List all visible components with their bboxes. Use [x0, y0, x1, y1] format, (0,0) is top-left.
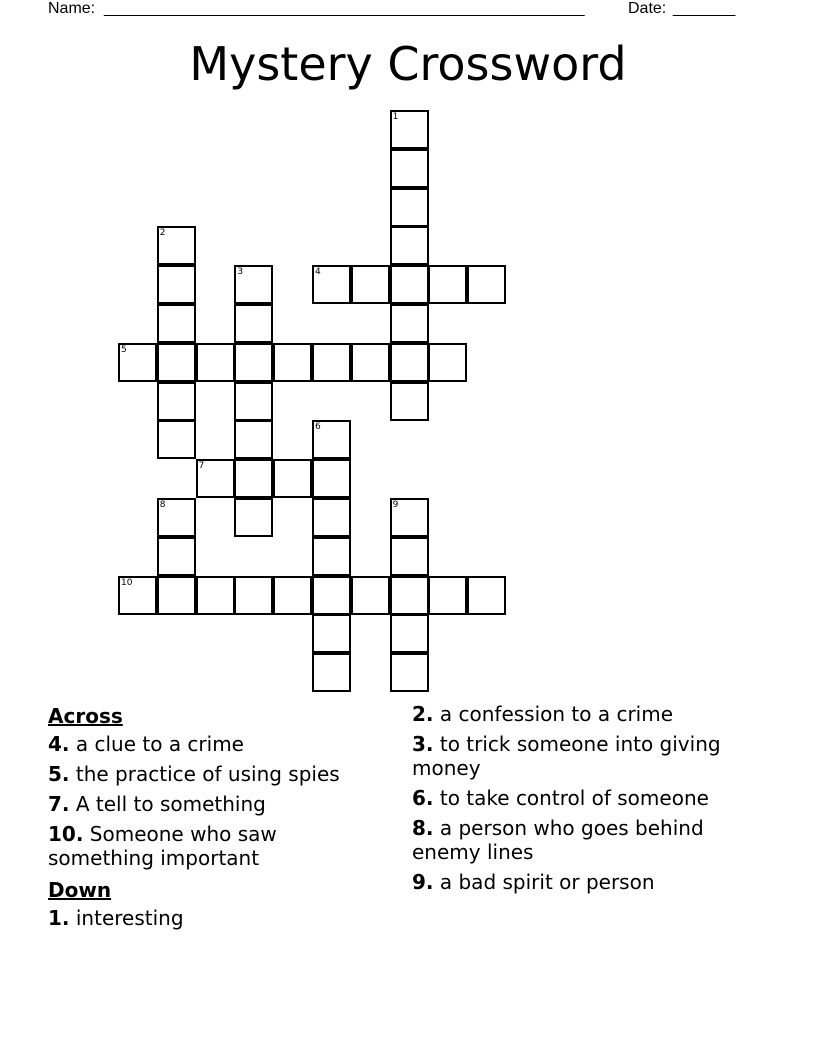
- crossword-cell[interactable]: [428, 265, 467, 304]
- cell-number: 4: [315, 267, 321, 278]
- clue-number: 1.: [48, 906, 70, 930]
- clue-number: 10.: [48, 822, 84, 846]
- crossword-cell[interactable]: [234, 304, 273, 343]
- across-clue: [48, 822, 388, 870]
- crossword-cell[interactable]: [234, 420, 273, 459]
- crossword-cell[interactable]: [118, 576, 157, 615]
- crossword-cell[interactable]: [390, 110, 429, 149]
- crossword-cell[interactable]: [467, 576, 506, 615]
- crossword-cell[interactable]: [157, 265, 196, 304]
- down-clue: [412, 702, 752, 726]
- name-field[interactable]: ______________________________________________________: [104, 0, 585, 17]
- down-heading: Down: [48, 878, 112, 902]
- clue-number: 5.: [48, 762, 70, 786]
- crossword-cell[interactable]: [196, 343, 235, 382]
- cell-number: 8: [159, 500, 166, 510]
- crossword-cell[interactable]: [234, 343, 273, 382]
- down-clue: [412, 870, 752, 894]
- crossword-cell[interactable]: [118, 343, 157, 382]
- clue-text: A tell to something: [75, 792, 266, 816]
- crossword-cell[interactable]: [273, 459, 312, 498]
- across-clue: [48, 792, 388, 816]
- cell-number: 5: [121, 344, 127, 355]
- clue-number: 6.: [412, 786, 434, 810]
- crossword-cell[interactable]: [467, 265, 506, 304]
- crossword-cell[interactable]: [312, 420, 351, 459]
- crossword-cell[interactable]: [428, 343, 467, 382]
- crossword-cell[interactable]: [390, 614, 429, 653]
- crossword-cell[interactable]: [234, 265, 273, 304]
- clue-number: 2.: [412, 702, 434, 726]
- across-clue: [48, 762, 388, 786]
- crossword-cell[interactable]: [390, 304, 429, 343]
- crossword-cell[interactable]: [157, 304, 196, 343]
- clue-number: 3.: [412, 732, 434, 756]
- date-label: Date:: [628, 0, 667, 17]
- crossword-cell[interactable]: [390, 653, 429, 692]
- page-title: Mystery Crossword: [189, 37, 627, 91]
- crossword-cell[interactable]: [196, 459, 235, 498]
- crossword-cell[interactable]: [157, 226, 196, 265]
- crossword-cell[interactable]: [351, 343, 390, 382]
- cell-number: 10: [121, 577, 133, 588]
- crossword-cell[interactable]: [390, 226, 429, 265]
- clue-text: a clue to a crime: [75, 732, 244, 756]
- cell-number: 1: [392, 112, 399, 122]
- crossword-cell[interactable]: [390, 188, 429, 227]
- down-clue: [412, 732, 752, 780]
- crossword-cell[interactable]: [234, 498, 273, 537]
- clue-text: to take control of someone: [439, 786, 709, 810]
- clue-text: a bad spirit or person: [439, 870, 655, 894]
- crossword-cell[interactable]: [428, 576, 467, 615]
- clue-text: interesting: [75, 906, 184, 930]
- crossword-cell[interactable]: [390, 149, 429, 188]
- crossword-cell[interactable]: [312, 537, 351, 576]
- crossword-cell[interactable]: [390, 576, 429, 615]
- crossword-cell[interactable]: [157, 576, 196, 615]
- crossword-cell[interactable]: [312, 576, 351, 615]
- down-clue: [412, 816, 752, 864]
- clue-text: Someone who saw something important: [48, 822, 277, 870]
- clues-column-right: [412, 702, 752, 900]
- crossword-cell[interactable]: [312, 498, 351, 537]
- down-clue: [412, 786, 752, 810]
- crossword-cell[interactable]: [351, 265, 390, 304]
- across-heading: Across: [48, 704, 123, 728]
- crossword-cell[interactable]: [312, 614, 351, 653]
- crossword-cell[interactable]: [390, 382, 429, 421]
- clue-number: 4.: [48, 732, 70, 756]
- clue-text: the practice of using spies: [75, 762, 340, 786]
- crossword-cell[interactable]: [390, 343, 429, 382]
- cell-number: 9: [392, 500, 399, 510]
- crossword-cell[interactable]: [312, 653, 351, 692]
- crossword-cell[interactable]: [390, 265, 429, 304]
- clue-text: to trick someone into giving money: [412, 732, 721, 780]
- date-field[interactable]: _______: [673, 0, 736, 17]
- down-clue: [48, 906, 388, 930]
- crossword-cell[interactable]: [196, 576, 235, 615]
- crossword-cell[interactable]: [157, 343, 196, 382]
- name-label: Name:: [48, 0, 96, 17]
- clue-number: 8.: [412, 816, 434, 840]
- crossword-cell[interactable]: [234, 576, 273, 615]
- across-clue: [48, 732, 388, 756]
- crossword-cell[interactable]: [157, 537, 196, 576]
- crossword-cell[interactable]: [234, 459, 273, 498]
- cell-number: 6: [315, 422, 321, 433]
- clue-text: a person who goes behind enemy lines: [412, 816, 704, 864]
- clue-number: 9.: [412, 870, 434, 894]
- crossword-cell[interactable]: [351, 576, 390, 615]
- cell-number: 2: [159, 228, 166, 239]
- crossword-cell[interactable]: [390, 537, 429, 576]
- cell-number: 7: [198, 461, 205, 472]
- cell-number: 3: [237, 267, 244, 278]
- crossword-cell[interactable]: [312, 265, 351, 304]
- crossword-cell[interactable]: [157, 498, 196, 537]
- crossword-cell[interactable]: [234, 382, 273, 421]
- crossword-cell[interactable]: [312, 343, 351, 382]
- crossword-cell[interactable]: [312, 459, 351, 498]
- clues-column-left: [48, 702, 388, 936]
- clue-text: a confession to a crime: [439, 702, 674, 726]
- crossword-cell[interactable]: [390, 498, 429, 537]
- crossword-cell[interactable]: [273, 576, 312, 615]
- crossword-cell[interactable]: [157, 382, 196, 421]
- crossword-cell[interactable]: [157, 420, 196, 459]
- crossword-cell[interactable]: [273, 343, 312, 382]
- clue-number: 7.: [48, 792, 70, 816]
